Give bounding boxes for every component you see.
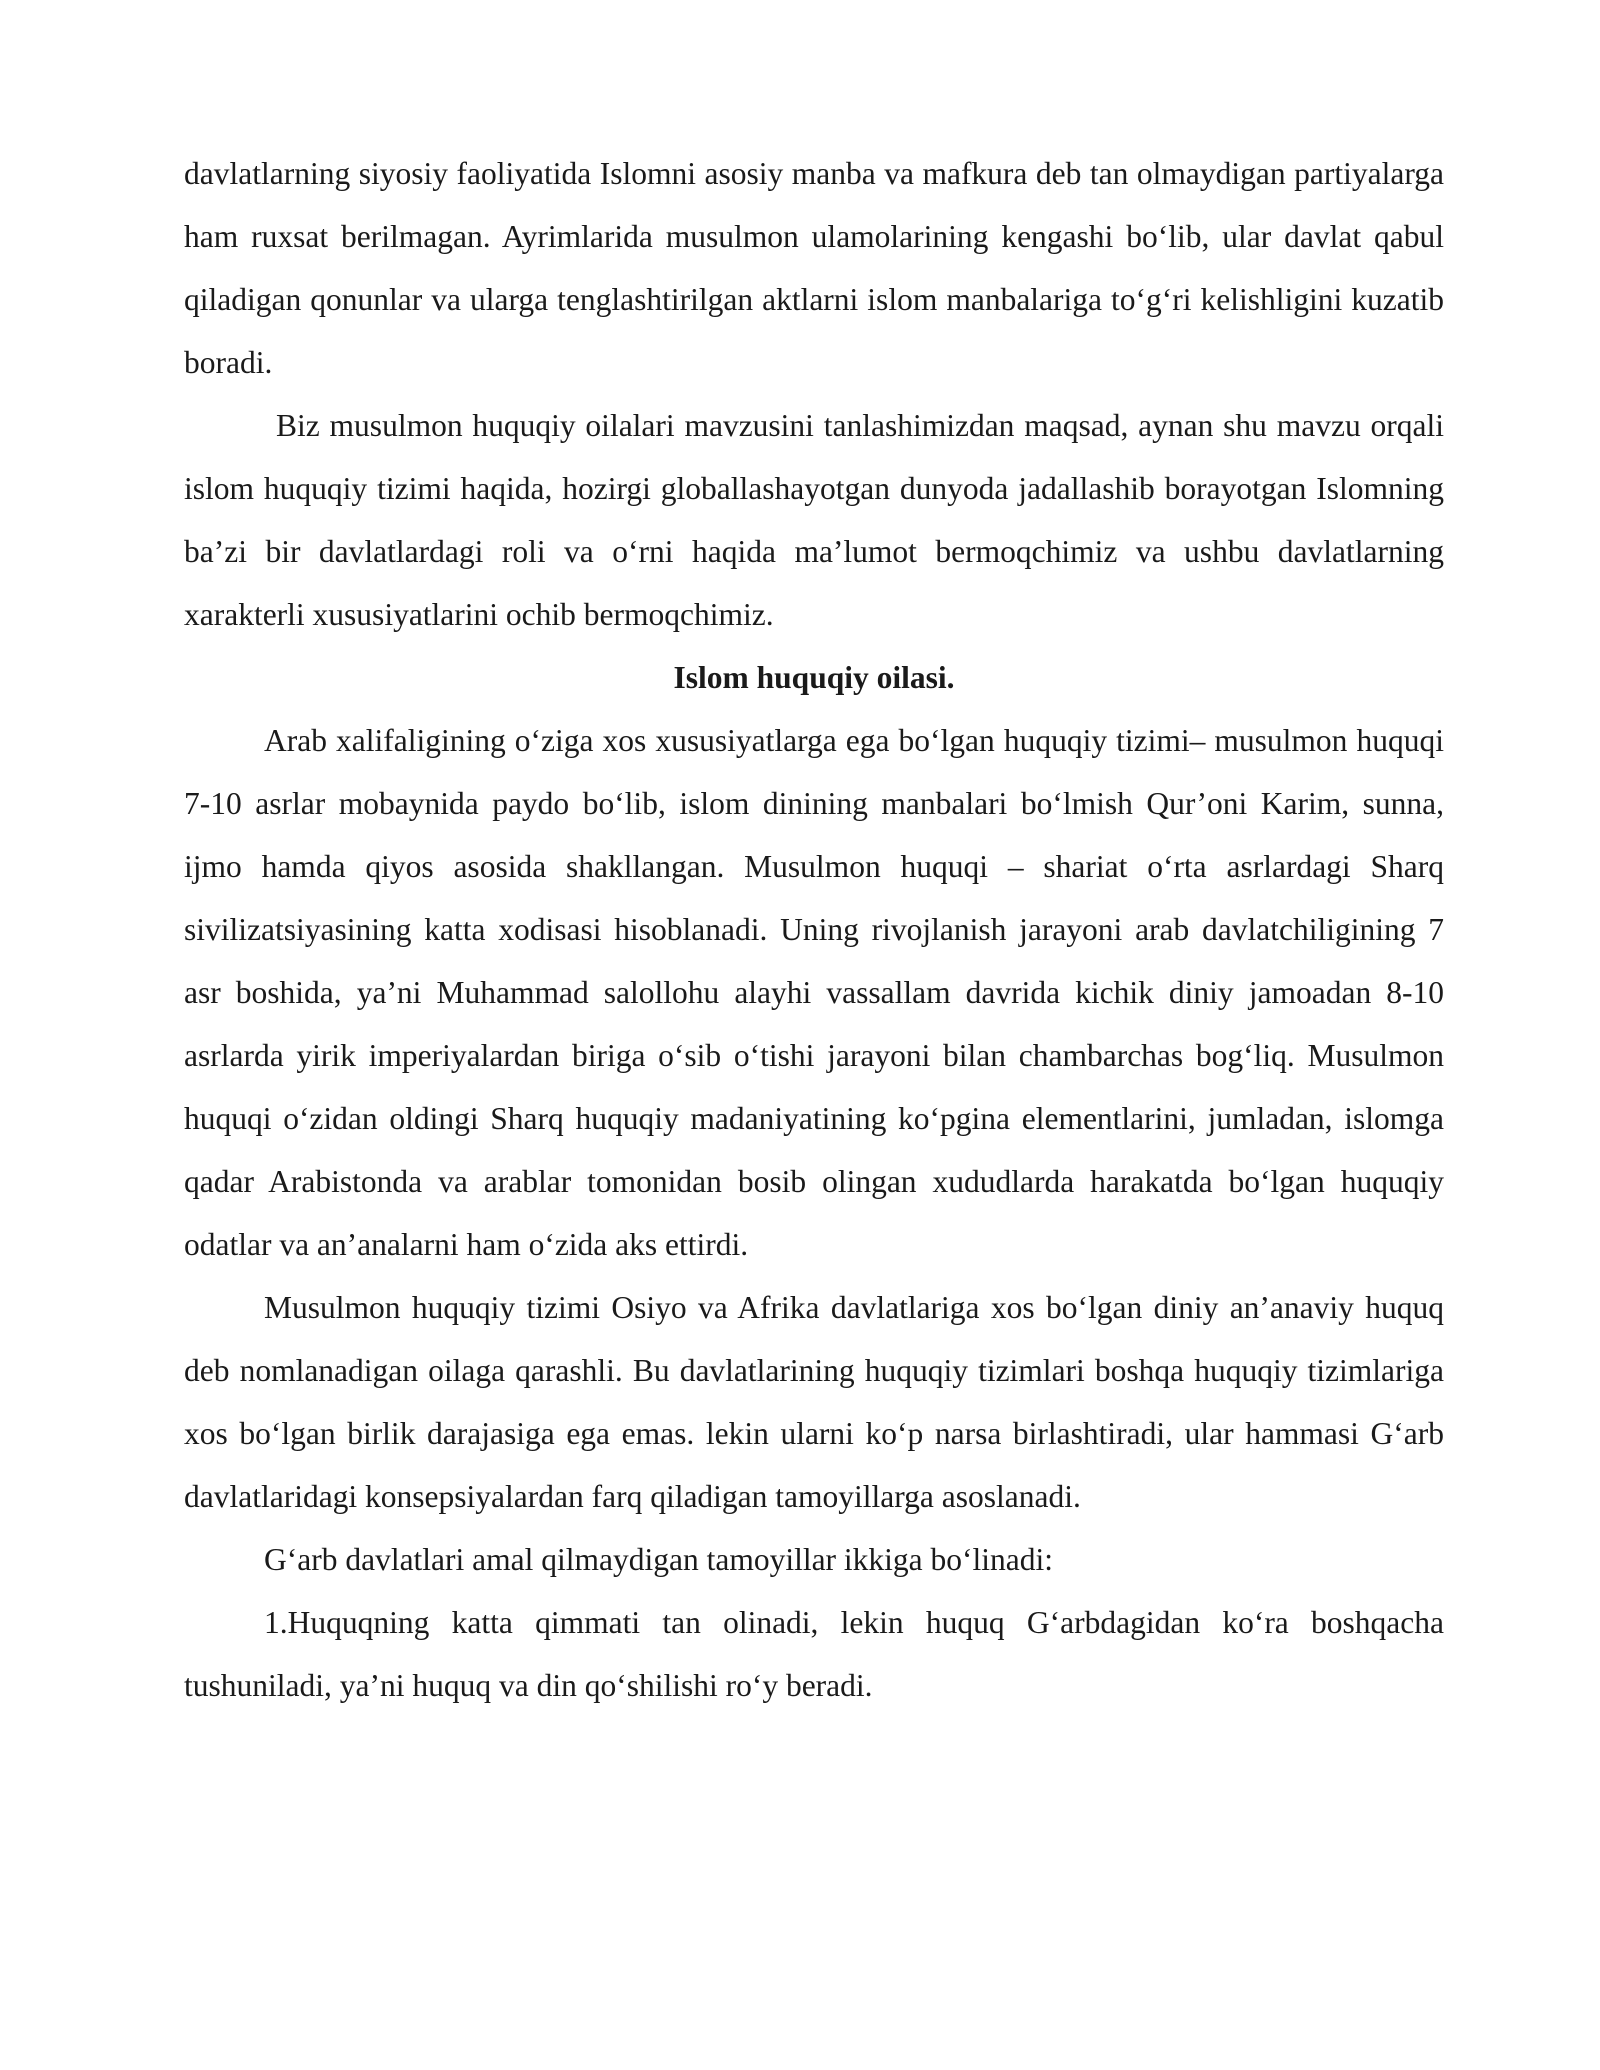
paragraph-continuation: davlatlarning siyosiy faoliyatida Islomni asosiy manba va mafkura deb tan olmaydigan partiyalarga ham ruxsat berilmagan. Ayrimlarida musulmon ulamolarining kengashi bo‘lib, ular davlat qabul qiladigan qonunlar va ularga tenglashtirilgan aktlarni islom manbalariga to‘g‘ri kelishligini kuzatib boradi. [184,156,1444,380]
paragraph-intro-purpose: Biz musulmon huquqiy oilalari mavzusini tanlashimizdan maqsad, aynan shu mavzu orqali islom huquqiy tizimi haqida, hozirgi globallashayotgan dunyoda jadallashib borayotgan Islomning ba’zi bir davlatlardagi roli va o‘rni haqida ma’lumot bermoqchimiz va ushbu davlatlarning xarakterli xususiyatlarini ochib bermoqchimiz. [184,408,1444,632]
paragraph-principles-intro: G‘arb davlatlari amal qilmaydigan tamoyillar ikkiga bo‘linadi: [264,1542,1054,1577]
paragraph-legal-system-family: Musulmon huquqiy tizimi Osiyo va Afrika davlatlariga xos bo‘lgan diniy an’anaviy huquq deb nomlanadigan oilaga qarashli. Bu davlatlarining huquqiy tizimlari boshqa huquqiy tizimlariga xos bo‘lgan birlik darajasiga ega emas. lekin ularni ko‘p narsa birlashtiradi, ular hammasi G‘arb davlatlaridagi konsepsiyalardan farq qiladigan tamoyillarga asoslanadi. [184,1290,1444,1514]
document-page [184,142,1444,1717]
paragraph-principle-1: 1.Huquqning katta qimmati tan olinadi, lekin huquq G‘arbdagidan ko‘ra boshqacha tushuniladi, ya’ni huquq va din qo‘shilishi ro‘y beradi. [184,1605,1444,1703]
section-heading: Islom huquqiy oilasi. [673,660,955,695]
paragraph-arab-caliphate: Arab xalifaligining o‘ziga xos xususiyatlarga ega bo‘lgan huquqiy tizimi– musulmon huquqi 7-10 asrlar mobaynida paydo bo‘lib, islom dinining manbalari bo‘lmish Qur’oni Karim, sunna, ijmo hamda qiyos asosida shakllangan. Musulmon huquqi – shariat o‘rta asrlardagi Sharq sivilizatsiyasining katta xodisasi hisoblanadi. Uning rivojlanish jarayoni arab davlatchiligining 7 asr boshida, ya’ni Muhammad salollohu alayhi vassallam davrida kichik diniy jamoadan 8-10 asrlarda yirik imperiyalardan biriga o‘sib o‘tishi jarayoni bilan chambarchas bog‘liq. Musulmon huquqi o‘zidan oldingi Sharq huquqiy madaniyatining ko‘pgina elementlarini, jumladan, islomga qadar Arabistonda va arablar tomonidan bosib olingan xududlarda harakatda bo‘lgan huquqiy odatlar va an’analarni ham o‘zida aks ettirdi. [184,723,1444,1262]
